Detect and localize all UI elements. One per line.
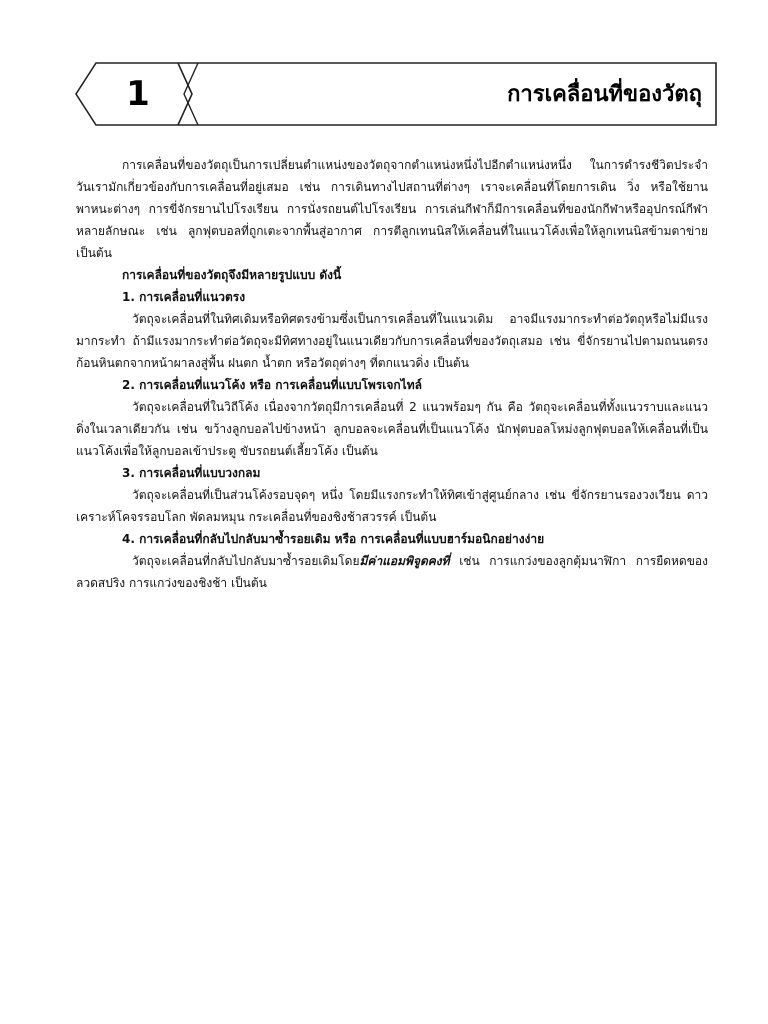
section-heading: 4. การเคลื่อนที่กลับไปกลับมาซ้ำรอยเดิม หรือ การเคลื่อนที่แบบฮาร์มอนิกอย่างง่าย <box>122 532 545 546</box>
chapter-banner <box>74 62 718 126</box>
section-heading: 1. การเคลื่อนที่แนวตรง <box>122 290 246 304</box>
section-heading: 2. การเคลื่อนที่แนวโค้ง หรือ การเคลื่อนที่แบบโพรเจกไทล์ <box>122 378 422 392</box>
section-body-text: เช่น การแกว่งของลูกตุ้มนาฬิกา การยืดหดของลวดสปริง การแกว่งของชิงช้า เป็นต้น <box>76 554 708 590</box>
chapter-title: การเคลื่อนที่ของวัตถุ <box>507 82 702 107</box>
intro-paragraph: การเคลื่อนที่ของวัตถุเป็นการเปลี่ยนตำแหน่งของวัตถุจากตำแหน่งหนึ่งไปอีกตำแหน่งหนึ่ง ในการดำรงชีวิตประจำวันเรามักเกี่ยวข้องกับการเคลื่อนที่อยู่เสมอ เช่น การเดินทางไปสถานที่ต่างๆ เราจะเคลื่อนที่โดยการเดิน วิ่ง หรือใช้ยานพาหนะต่างๆ การขี่จักรยานไปโรงเรียน การนั่งรถยนต์ไปโรงเรียน การเล่นกีฬาก็มีการเคลื่อนที่ของนักกีฬาหรืออุปกรณ์กีฬาหลายลักษณะ เช่น ลูกฟุตบอลที่ถูกเตะจากพื้นสู่อากาศ การตีลูกเทนนิสให้เคลื่อนที่ในแนวโค้งเพื่อให้ลูกเทนนิสข้ามตาข่าย เป็นต้น <box>76 158 708 260</box>
section-body: วัตถุจะเคลื่อนที่เป็นส่วนโค้งรอบจุดๆ หนึ่ง โดยมีแรงกระทำให้ทิศเข้าสู่ศูนย์กลาง เช่น ขี่จักรยานรองวงเวียน ดาวเคราะห์โคจรรอบโลก พัดลมหมุน กระเคลื่อนที่ของชิงช้าสวรรค์ เป็นต้น <box>76 488 708 524</box>
lead-heading: การเคลื่อนที่ของวัตถุจึงมีหลายรูปแบบ ดังนี้ <box>122 268 342 282</box>
chapter-number: 1 <box>126 74 150 114</box>
section-body: วัตถุจะเคลื่อนที่ในวิถีโค้ง เนื่องจากวัตถุมีการเคลื่อนที่ 2 แนวพร้อมๆ กัน คือ วัตถุจะเคลื่อนที่ทั้งแนวราบและแนวดิ่งในเวลาเดียวกัน เช่น ขว้างลูกบอลไปข้างหน้า ลูกบอลจะเคลื่อนที่เป็นแนวโค้ง นักฟุตบอลโหม่งลูกฟุตบอลให้เคลื่อนที่เป็นแนวโค้งเพื่อให้ลูกบอลเข้าประตู ขับรถยนต์เลี้ยวโค้ง เป็นต้น <box>76 400 708 458</box>
section-body: วัตถุจะเคลื่อนที่ในทิศเดิมหรือทิศตรงข้ามซึ่งเป็นการเคลื่อนที่ในแนวเดิม อาจมีแรงมากระทำต่อวัตถุหรือไม่มีแรงมากระทำ ถ้ามีแรงมากระทำต่อวัตถุจะมีทิศทางอยู่ในแนวเดียวกับการเคลื่อนที่ของวัตถุเสมอ เช่น ขี่จักรยานไปตามถนนตรง ก้อนหินตกจากหน้าผาลงสู่พื้น ฝนตก น้ำตก หรือวัตถุต่างๆ ที่ตกแนวดิ่ง เป็นต้น <box>76 312 708 370</box>
section-body <box>76 550 708 594</box>
section-heading: 3. การเคลื่อนที่แบบวงกลม <box>122 466 261 480</box>
chapter-content <box>76 154 708 594</box>
emphasis-text: มีค่าแอมพิจูดคงที่ <box>359 554 450 568</box>
section-body-text: วัตถุจะเคลื่อนที่กลับไปกลับมาซ้ำรอยเดิมโดย <box>132 554 360 568</box>
